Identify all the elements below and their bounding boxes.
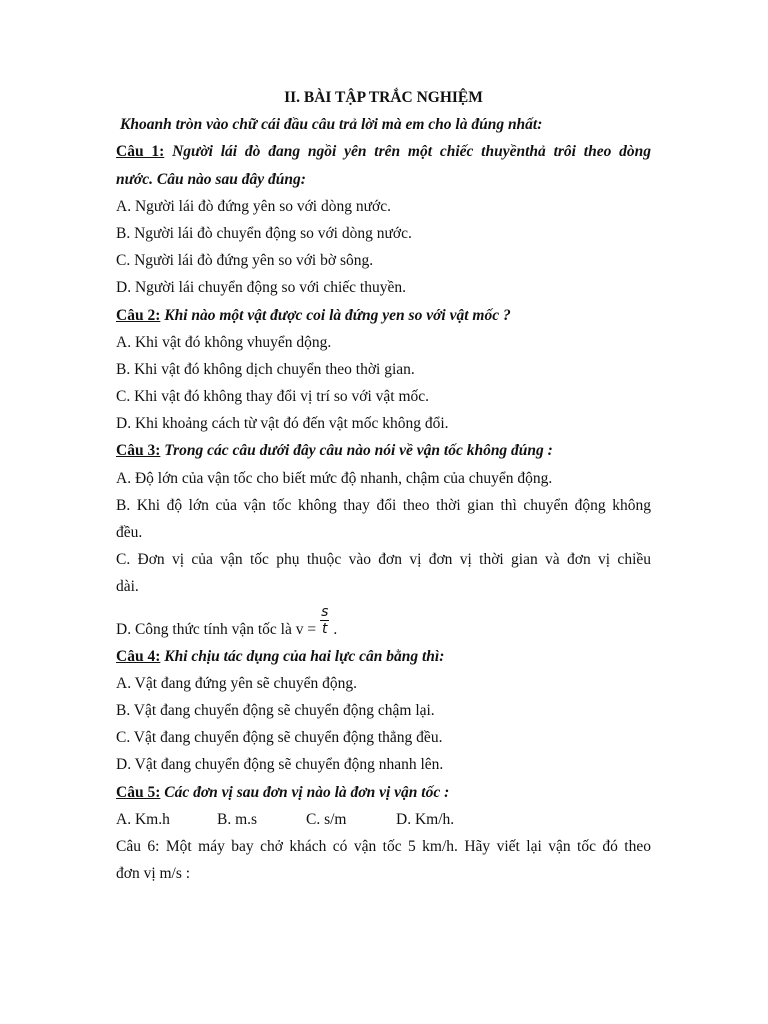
question-4-option-d: D. Vật đang chuyển động sẽ chuyển động nhanh lên.: [116, 756, 444, 774]
question-2-option-b: B. Khi vật đó không dịch chuyển theo thời gian.: [116, 360, 415, 378]
question-2-option-c: C. Khi vật đó không thay đổi vị trí so với vật mốc.: [116, 388, 430, 406]
question-5-text: Các đơn vị sau đơn vị nào là đơn vị vận tốc :: [164, 783, 450, 801]
question-1-label: Câu 1:: [116, 143, 165, 161]
question-3-option-d: [116, 601, 651, 643]
question-6-line1: Câu 6: Một máy bay chở khách có vận tốc 5 km/h. Hãy viết lại vận tốc đó theo: [116, 837, 651, 855]
question-3-label: Câu 3:: [116, 442, 161, 460]
section-title: II. BÀI TẬP TRẮC NGHIỆM: [284, 89, 483, 106]
question-3-option-c-line2: dài.: [116, 578, 139, 596]
question-3-option-d-suffix: .: [333, 620, 338, 638]
question-4-stem: [116, 643, 651, 670]
question-1-option-d: D. Người lái chuyển động so với chiếc thuyền.: [116, 279, 406, 297]
worksheet-page: [116, 84, 651, 887]
question-5-option-b: B. m.s: [217, 810, 258, 828]
question-5-stem: [116, 779, 651, 806]
instruction-text: Khoanh tròn vào chữ cái đầu câu trả lời mà em cho là đúng nhất:: [120, 116, 543, 134]
question-4-option-b: B. Vật đang chuyển động sẽ chuyển động chậm lại.: [116, 701, 435, 719]
question-5-option-a: A. Km.h: [116, 810, 170, 828]
question-1-text-line1: Người lái đò đang ngồi yên trên một chiếc thuyềnthả trôi theo dòng: [172, 143, 652, 161]
question-3-option-d-text: D. Công thức tính vận tốc là v =: [116, 620, 317, 638]
question-4-text: Khi chịu tác dụng của hai lực cân bằng thì:: [164, 647, 445, 665]
question-2-option-a: A. Khi vật đó không vhuyển dộng.: [116, 333, 332, 351]
question-5-option-d: D. Km/h.: [396, 810, 455, 828]
question-2-stem: [116, 302, 651, 329]
question-4-option-a: A. Vật đang đứng yên sẽ chuyển động.: [116, 674, 357, 692]
question-3-option-a: A. Độ lớn của vận tốc cho biết mức độ nhanh, chậm của chuyển động.: [116, 469, 553, 487]
formula-numerator: s: [321, 603, 329, 620]
question-5-option-c: C. s/m: [306, 810, 347, 828]
question-2-option-d: D. Khi khoảng cách từ vật đó đến vật mốc không đổi.: [116, 415, 449, 433]
question-2-text: Khi nào một vật được coi là đứng yen so với vật mốc ?: [164, 306, 511, 324]
question-6-line2: đơn vị m/s :: [116, 865, 191, 883]
question-2-label: Câu 2:: [116, 306, 161, 324]
question-3-stem: [116, 437, 651, 464]
question-4-label: Câu 4:: [116, 647, 161, 665]
question-3-text: Trong các câu dưới đây câu nào nói về vận tốc không đúng :: [164, 442, 553, 460]
question-3-option-b-line2: đều.: [116, 524, 143, 541]
question-4-option-c: C. Vật đang chuyển động sẽ chuyển động thẳng đều.: [116, 729, 443, 747]
question-3-option-b-line1: B. Khi độ lớn của vận tốc không thay đổi theo thời gian thì chuyển động không: [116, 496, 651, 514]
question-3-option-c-line1: C. Đơn vị của vận tốc phụ thuộc vào đơn vị đơn vị thời gian và đơn vị chiều: [116, 551, 651, 569]
question-1-option-b: B. Người lái đò chuyển động so với dòng nước.: [116, 224, 412, 242]
question-1-option-c: C. Người lái đò đứng yên so với bờ sông.: [116, 252, 374, 270]
question-1-stem: [116, 138, 651, 165]
question-5-label: Câu 5:: [116, 783, 161, 801]
formula-denominator: t: [322, 620, 328, 637]
question-1-option-a: A. Người lái đò đứng yên so với dòng nước.: [116, 197, 391, 215]
question-5-options: [116, 806, 651, 833]
question-1-text-line2: nước. Câu nào sau đây đúng:: [116, 170, 306, 188]
velocity-formula-fraction: [320, 604, 329, 637]
